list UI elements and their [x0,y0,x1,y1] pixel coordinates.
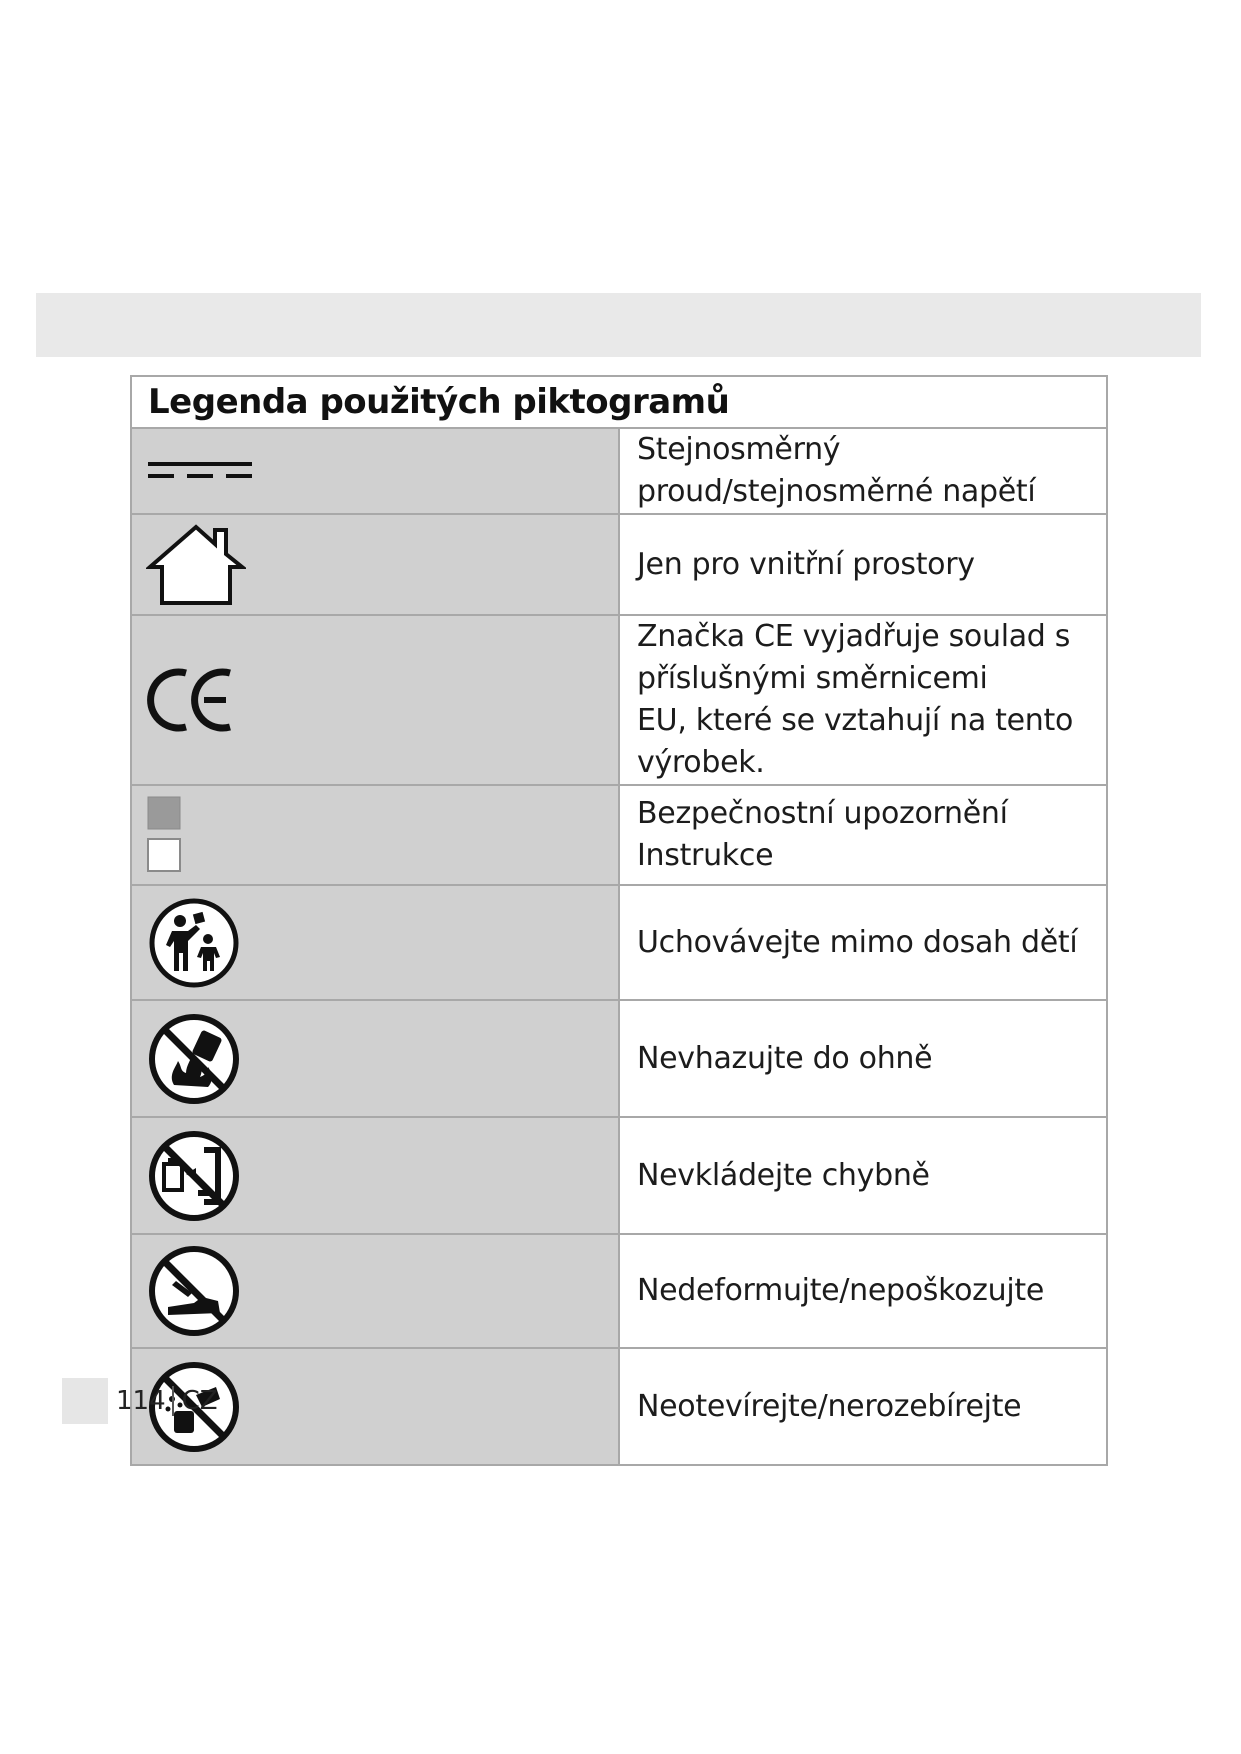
icon-cell [131,785,619,885]
legend-row [131,428,1107,514]
icon-cell [131,1000,619,1117]
icon-cell [131,615,619,785]
legend-row [131,1117,1107,1234]
legend-description: Nedeformujte/nepoškozujte [619,1234,1107,1348]
legend-row [131,514,1107,615]
legend-description: Nevhazujte do ohně [619,1000,1107,1117]
legend-title: Legenda použitých piktogramů [131,376,1107,428]
legend-description: Stejnosměrný proud/stejnosměrné napětí [619,428,1107,514]
no-deform-icon [146,1243,242,1339]
legend-row [131,785,1107,885]
icon-cell [131,428,619,514]
icon-cell [131,1234,619,1348]
legend-description: Značka CE vyjadřuje soulad s příslušnými směrnicemi EU, které se vztahují na tento výrobek. [619,615,1107,785]
legend-row [131,1234,1107,1348]
legend-description: Nevkládejte chybně [619,1117,1107,1234]
legend-description: Bezpečnostní upozornění Instrukce [619,785,1107,885]
ce-mark-icon [146,667,236,733]
gray-white-squares-icon [146,793,186,877]
no-incorrect-insertion-icon [146,1128,242,1224]
legend-row [131,1348,1107,1465]
language-code: CZ [181,1386,218,1416]
icon-cell [131,885,619,1000]
legend-description: Neotevírejte/nerozebírejte [619,1348,1107,1465]
header-band [36,293,1201,357]
page-marker [62,1378,108,1424]
legend-row [131,615,1107,785]
pictogram-legend-table [130,375,1108,1466]
dc-current-icon [146,456,256,486]
page-footer [62,1378,218,1424]
legend-row [131,885,1107,1000]
legend-row [131,1000,1107,1117]
page-number: 114 [108,1386,174,1416]
indoor-house-icon [146,523,246,607]
legend-description: Uchovávejte mimo dosah dětí [619,885,1107,1000]
legend-description: Jen pro vnitřní prostory [619,514,1107,615]
legend-title-row [131,376,1107,428]
icon-cell [131,1117,619,1234]
no-fire-icon [146,1011,242,1107]
keep-away-from-children-icon [146,895,242,991]
icon-cell [131,514,619,615]
